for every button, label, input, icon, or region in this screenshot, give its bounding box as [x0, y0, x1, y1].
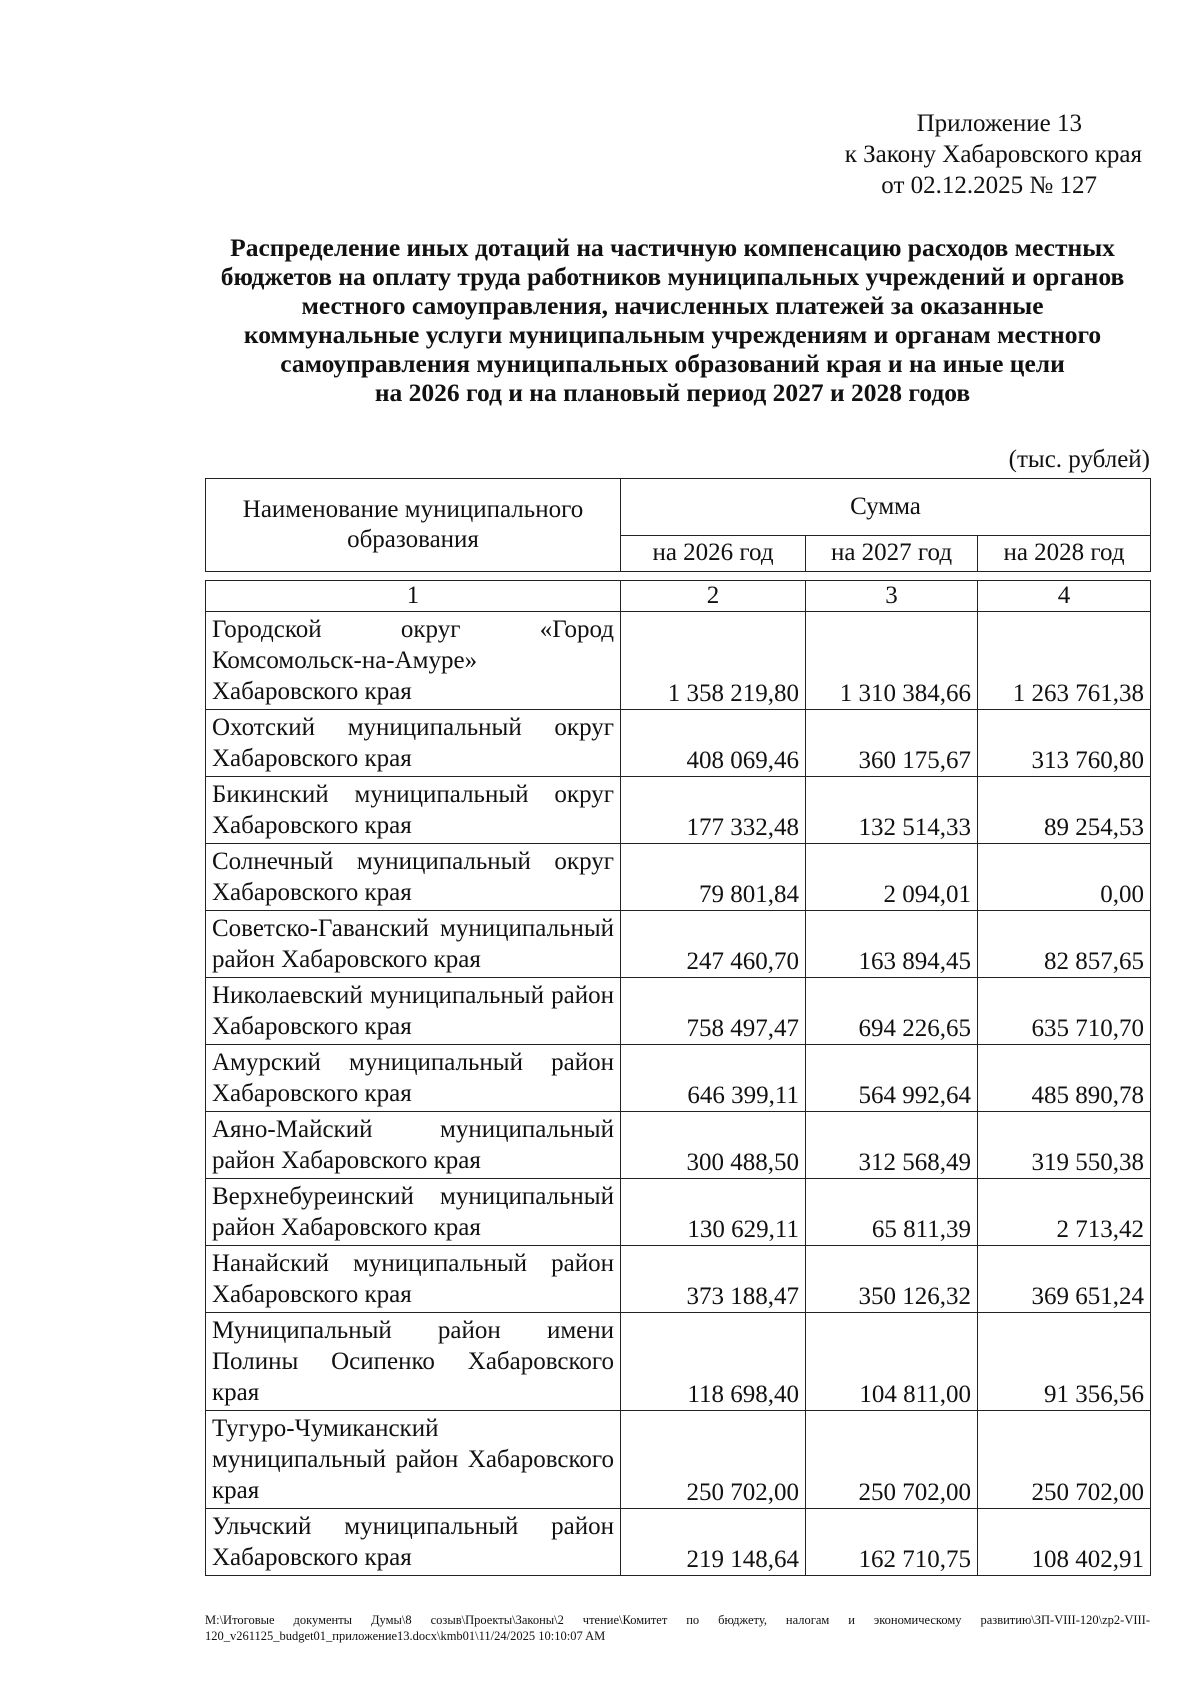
municipality-name-cell: Нанайский муниципальный район Хабаровского края: [206, 1246, 621, 1313]
amount-2026-cell: 79 801,84: [621, 844, 806, 911]
data-table: [205, 580, 1151, 1576]
municipality-name-cell: Советско-Гаванский муниципальный район Хабаровского края: [206, 911, 621, 978]
municipality-name-cell: Тугуро-Чумиканский муниципальный район Хабаровского края: [206, 1411, 621, 1509]
amount-2026-cell: 408 069,46: [621, 710, 806, 777]
amount-2027-cell: 350 126,32: [806, 1246, 978, 1313]
table-row: [206, 1045, 1151, 1112]
amount-2026-cell: 300 488,50: [621, 1112, 806, 1179]
index-row: [206, 581, 1151, 612]
amount-2027-cell: 312 568,49: [806, 1112, 978, 1179]
amount-2026-cell: 758 497,47: [621, 978, 806, 1045]
amount-2028-cell: 313 760,80: [978, 710, 1151, 777]
table-row: [206, 1509, 1151, 1576]
title-line: самоуправления муниципальных образований края и на иные цели: [280, 349, 1065, 378]
file-path-footer: M:\Итоговые документы Думы\8 созыв\Проекты\Законы\2 чтение\Комитет по бюджету, налогам и экономическому развитию\ЗП-VIII-120\zp2-VIII-120_v261125_budget01_приложение13.docx\kmb01\11/24/2025 10:10:07 AM: [205, 1613, 1150, 1643]
table-row: [206, 1411, 1151, 1509]
amount-2027-cell: 1 310 384,66: [806, 612, 978, 710]
municipality-name-cell: Охотский муниципальный округ Хабаровского края: [206, 710, 621, 777]
amount-2027-cell: 360 175,67: [806, 710, 978, 777]
table-header: [205, 478, 1151, 572]
title-line: на 2026 год и на плановый период 2027 и 2028 годов: [374, 378, 971, 407]
amount-2028-cell: 82 857,65: [978, 911, 1151, 978]
amount-2026-cell: 373 188,47: [621, 1246, 806, 1313]
amount-2027-cell: 2 094,01: [806, 844, 978, 911]
municipality-name-cell: Амурский муниципальный район Хабаровского края: [206, 1045, 621, 1112]
amount-2026-cell: 247 460,70: [621, 911, 806, 978]
amount-2027-cell: 132 514,33: [806, 777, 978, 844]
units-label: (тыс. рублей): [1008, 446, 1150, 473]
header-sum-cell: Сумма: [621, 479, 1151, 536]
municipality-name-cell: Ульчский муниципальный район Хабаровского края: [206, 1509, 621, 1576]
appendix-date: от 02.12.2025 № 127: [881, 172, 1097, 199]
document-title: [195, 233, 1150, 407]
index-cell: 3: [806, 581, 978, 612]
table-row: [206, 777, 1151, 844]
amount-2026-cell: 177 332,48: [621, 777, 806, 844]
amount-2026-cell: 219 148,64: [621, 1509, 806, 1576]
municipality-name-cell: Солнечный муниципальный округ Хабаровского края: [206, 844, 621, 911]
municipality-name-cell: Городской округ «Город Комсомольск-на-Амуре» Хабаровского края: [206, 612, 621, 710]
municipality-name-cell: Николаевский муниципальный район Хабаровского края: [206, 978, 621, 1045]
amount-2028-cell: 89 254,53: [978, 777, 1151, 844]
amount-2028-cell: 1 263 761,38: [978, 612, 1151, 710]
municipality-name-cell: Бикинский муниципальный округ Хабаровского края: [206, 777, 621, 844]
amount-2028-cell: 250 702,00: [978, 1411, 1151, 1509]
title-line: бюджетов на оплату труда работников муниципальных учреждений и органов: [220, 262, 1125, 291]
table-row: [206, 1246, 1151, 1313]
header-name-cell: Наименование муниципального образования: [206, 479, 621, 572]
amount-2026-cell: 1 358 219,80: [621, 612, 806, 710]
header-2028-cell: на 2028 год: [978, 535, 1151, 571]
header-2027-cell: на 2027 год: [806, 535, 978, 571]
title-line: Распределение иных дотаций на частичную компенсацию расходов местных: [230, 233, 1115, 262]
appendix-number: Приложение 13: [916, 110, 1082, 137]
amount-2026-cell: 646 399,11: [621, 1045, 806, 1112]
data-table-body: [206, 581, 1151, 1576]
appendix-header: [800, 108, 1142, 201]
amount-2027-cell: 65 811,39: [806, 1179, 978, 1246]
table-row: [206, 1112, 1151, 1179]
amount-2028-cell: 108 402,91: [978, 1509, 1151, 1576]
table-row: [206, 911, 1151, 978]
amount-2028-cell: 485 890,78: [978, 1045, 1151, 1112]
amount-2027-cell: 162 710,75: [806, 1509, 978, 1576]
municipality-name-cell: Муниципальный район имени Полины Осипенко Хабаровского края: [206, 1313, 621, 1411]
table-row: [206, 1313, 1151, 1411]
amount-2027-cell: 104 811,00: [806, 1313, 978, 1411]
amount-2028-cell: 369 651,24: [978, 1246, 1151, 1313]
amount-2028-cell: 319 550,38: [978, 1112, 1151, 1179]
municipality-name-cell: Верхнебуреинский муниципальный район Хабаровского края: [206, 1179, 621, 1246]
amount-2027-cell: 163 894,45: [806, 911, 978, 978]
amount-2028-cell: 0,00: [978, 844, 1151, 911]
header-2026-cell: на 2026 год: [621, 535, 806, 571]
amount-2026-cell: 118 698,40: [621, 1313, 806, 1411]
municipality-name-cell: Аяно-Майский муниципальный район Хабаровского края: [206, 1112, 621, 1179]
title-line: местного самоуправления, начисленных платежей за оказанные: [301, 291, 1044, 320]
amount-2026-cell: 130 629,11: [621, 1179, 806, 1246]
index-cell: 4: [978, 581, 1151, 612]
index-cell: 1: [206, 581, 621, 612]
table-row: [206, 978, 1151, 1045]
amount-2027-cell: 564 992,64: [806, 1045, 978, 1112]
amount-2027-cell: 250 702,00: [806, 1411, 978, 1509]
amount-2027-cell: 694 226,65: [806, 978, 978, 1045]
table-row: [206, 1179, 1151, 1246]
table-row: [206, 710, 1151, 777]
index-cell: 2: [621, 581, 806, 612]
table-row: [206, 612, 1151, 710]
amount-2028-cell: 2 713,42: [978, 1179, 1151, 1246]
amount-2028-cell: 635 710,70: [978, 978, 1151, 1045]
title-line: коммунальные услуги муниципальным учреждениям и органам местного: [243, 320, 1102, 349]
amount-2026-cell: 250 702,00: [621, 1411, 806, 1509]
appendix-law: к Закону Хабаровского края: [844, 141, 1142, 168]
table-row: [206, 844, 1151, 911]
amount-2028-cell: 91 356,56: [978, 1313, 1151, 1411]
